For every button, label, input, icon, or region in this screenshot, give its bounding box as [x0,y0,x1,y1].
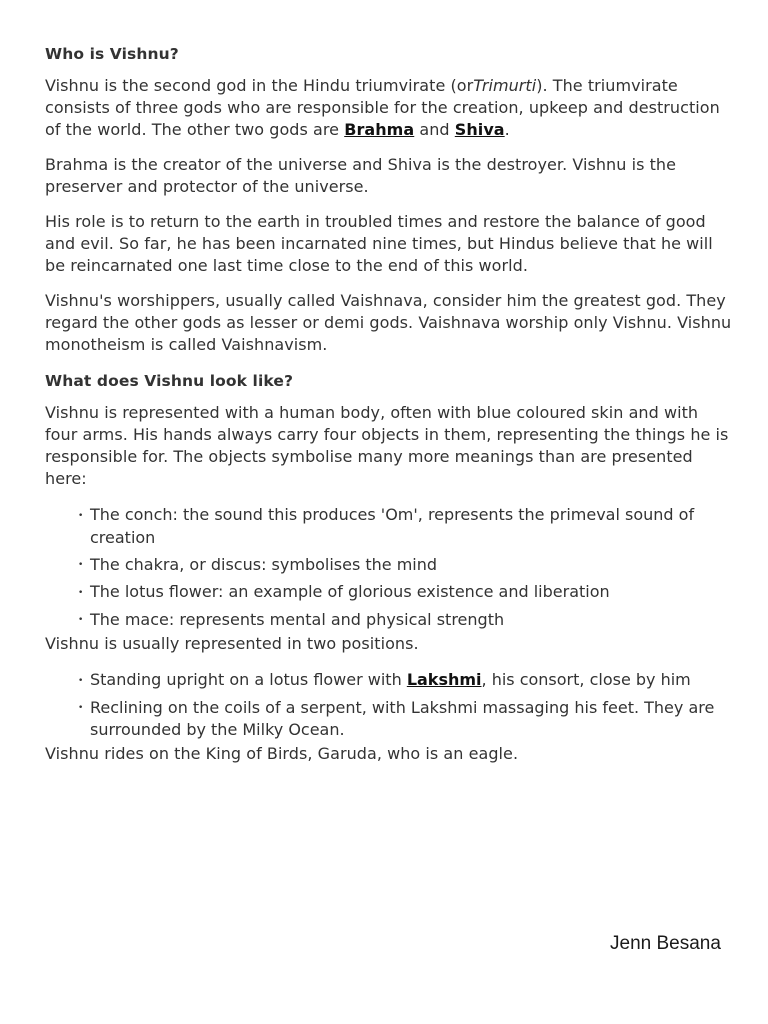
list-item-text-part: , his consort, close by him [481,670,691,689]
paragraph-appearance: Vishnu is represented with a human body, often with blue coloured skin and with four arms. His hands always carry four objects in them, representing the things he is responsible for. The objects symbolise many more meanings than are presented here: [45,403,729,488]
list-item [78,669,735,692]
list-item-text: Reclining on the coils of a serpent, with Lakshmi massaging his feet. They are surrounded by the Milky Ocean. [90,697,715,739]
paragraph-roles: Brahma is the creator of the universe and Shiva is the destroyer. Vishnu is the preserver and protector of the universe. [45,155,676,196]
trimurti-term: Trimurti [473,76,537,95]
paragraph-text: . [504,120,510,139]
list-item-text-part: Standing upright on a lotus flower with [90,670,407,689]
list-item-text: The mace: represents mental and physical strength [90,609,505,629]
list-item-text [90,670,691,689]
paragraph-incarnations: His role is to return to the earth in troubled times and restore the balance of good and evil. So far, he has been incarnated nine times, but Hindus believe that he will be reincarnated one last time close to the end of this world. [45,212,713,275]
heading-who-is-vishnu: Who is Vishnu? [45,45,179,63]
document-body [45,43,735,778]
paragraph-text: Vishnu is the second god in the Hindu triumvirate (or [45,76,474,95]
bullet-icon: • [78,703,84,713]
lakshmi-link[interactable]: Lakshmi [406,670,482,689]
list-item [78,554,735,577]
list-item-text: The lotus flower: an example of glorious existence and liberation [90,582,610,601]
list-item-text: The chakra, or discus: symbolises the mind [90,554,438,574]
author-signature: Jenn Besana [610,933,721,954]
shiva-link[interactable]: Shiva [454,120,505,139]
list-item [78,697,735,742]
paragraph-garuda: Vishnu rides on the King of Birds, Garuda, who is an eagle. [45,744,519,763]
paragraph-text: and [414,120,455,139]
bullet-icon: • [78,560,84,570]
paragraph-positions-intro: Vishnu is usually represented in two positions. [45,634,419,653]
list-item [78,504,735,549]
bullet-icon: • [78,510,84,521]
list-item [78,609,735,632]
list-item [78,581,735,604]
heading-what-does-vishnu-look-like: What does Vishnu look like? [45,372,294,390]
positions-list [45,669,735,741]
bullet-icon: • [78,587,84,598]
paragraph-text: ). The triumvirate consists of three gods who are responsible for the creation, upkeep and destruction of the world. The other two gods are [45,76,720,139]
bullet-icon: • [78,675,84,686]
objects-list [45,504,735,631]
brahma-link[interactable]: Brahma [344,120,415,139]
paragraph-triumvirate [45,75,735,141]
list-item-text: The conch: the sound this produces 'Om', represents the primeval sound of creation [90,505,695,547]
paragraph-worshippers: Vishnu's worshippers, usually called Vaishnava, consider him the greatest god. They regard the other gods as lesser or demi gods. Vaishnava worship only Vishnu. Vishnu monotheism is called Vaishnavism. [45,291,732,354]
bullet-icon: • [78,615,84,625]
